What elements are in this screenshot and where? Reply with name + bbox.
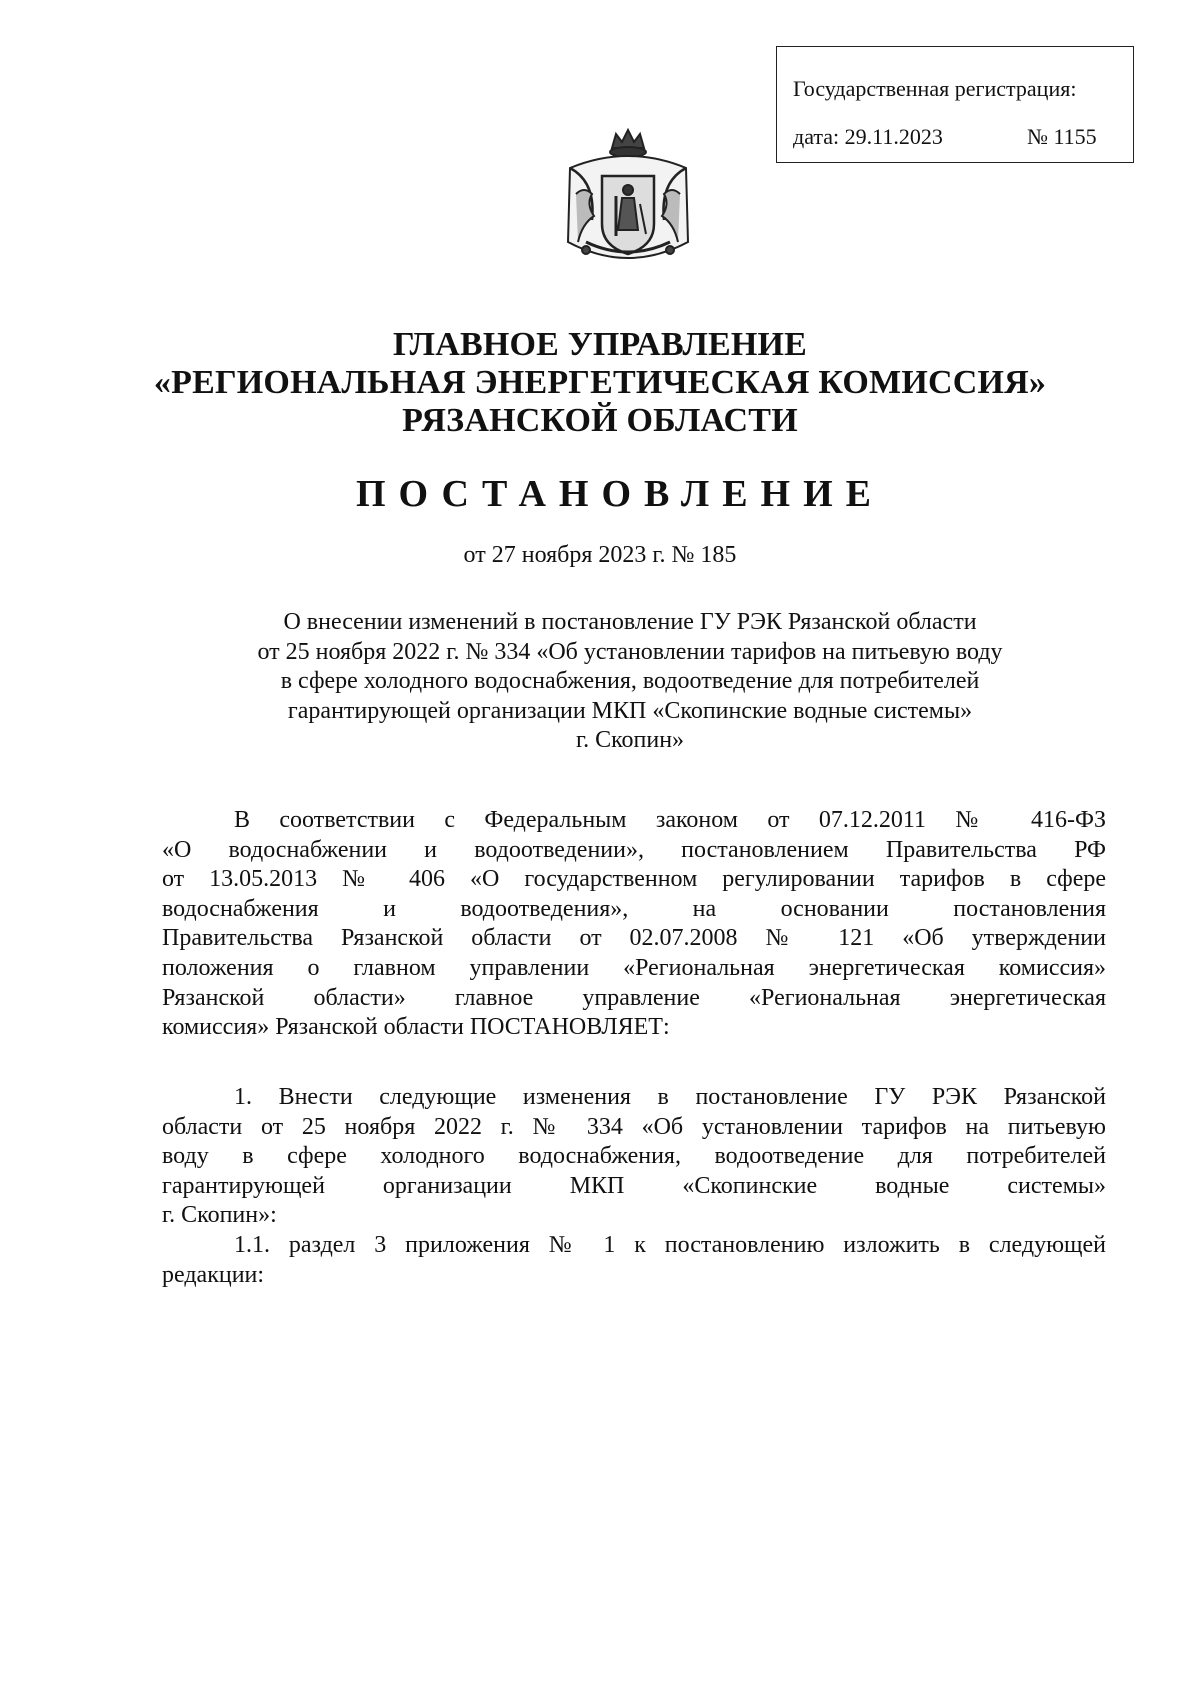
item-1-line: г. Скопин»: xyxy=(162,1202,277,1229)
ryazan-coat-of-arms-icon xyxy=(556,124,700,274)
registration-number: № 1155 xyxy=(1027,124,1097,149)
organization-line-1: ГЛАВНОЕ УПРАВЛЕНИЕ xyxy=(392,326,808,363)
document-subject xyxy=(0,608,1200,756)
preamble-line: Рязанской области» главное управление «Региональная энергетическая xyxy=(162,984,1106,1011)
subject-line: в сфере холодного водоснабжения, водоотведение для потребителей xyxy=(280,668,980,694)
subject-line: гарантирующей организации МКП «Скопинские водные системы» xyxy=(287,697,973,724)
subject-line: г. Скопин» xyxy=(575,727,685,753)
item-1-line: воду в сфере холодного водоснабжения, водоотведение для потребителей xyxy=(162,1143,1106,1170)
preamble-line: водоснабжения и водоотведения», на основании постановления xyxy=(162,895,1106,922)
item-1-line: 1. Внести следующие изменения в постановление ГУ РЭК Рязанской xyxy=(234,1084,1106,1110)
organization-line-3: РЯЗАНСКОЙ ОБЛАСТИ xyxy=(402,402,798,439)
item-1-line: области от 25 ноября 2022 г. № 334 «Об установлении тарифов на питьевую xyxy=(162,1113,1106,1140)
preamble-line: от 13.05.2013 № 406 «О государственном регулировании тарифов в сфере xyxy=(162,866,1106,893)
subject-line: О внесении изменений в постановление ГУ РЭК Рязанской области xyxy=(283,609,977,635)
preamble-line: Правительства Рязанской области от 02.07.2008 № 121 «Об утверждении xyxy=(162,925,1106,952)
preamble-line: «О водоснабжении и водоотведении», постановлением Правительства РФ xyxy=(162,836,1106,863)
organization-title xyxy=(0,326,1200,440)
registration-date: дата: 29.11.2023 xyxy=(793,124,943,149)
preamble-paragraph xyxy=(162,806,1106,1043)
item-1-1-line: 1.1. раздел 3 приложения № 1 к постановлению изложить в следующей xyxy=(234,1231,1106,1258)
registration-stamp xyxy=(776,46,1134,163)
organization-line-2: «РЕГИОНАЛЬНАЯ ЭНЕРГЕТИЧЕСКАЯ КОМИССИЯ» xyxy=(153,364,1047,401)
registration-label: Государственная регистрация: xyxy=(793,76,1077,101)
document-type-heading: ПОСТАНОВЛЕНИЕ xyxy=(355,473,885,515)
item-1-line: гарантирующей организации МКП «Скопинские водные системы» xyxy=(162,1172,1106,1199)
item-1-1-line: редакции: xyxy=(162,1261,265,1288)
subject-line: от 25 ноября 2022 г. № 334 «Об установлении тарифов на питьевую воду xyxy=(257,638,1003,665)
preamble-line: В соответствии с Федеральным законом от 07.12.2011 № 416-ФЗ xyxy=(234,807,1106,833)
preamble-line: комиссия» Рязанской области ПОСТАНОВЛЯЕТ: xyxy=(162,1014,670,1041)
preamble-line: положения о главном управлении «Региональная энергетическая комиссия» xyxy=(162,954,1106,981)
document-date-number: от 27 ноября 2023 г. № 185 xyxy=(463,542,737,568)
item-1-paragraph xyxy=(162,1083,1106,1290)
